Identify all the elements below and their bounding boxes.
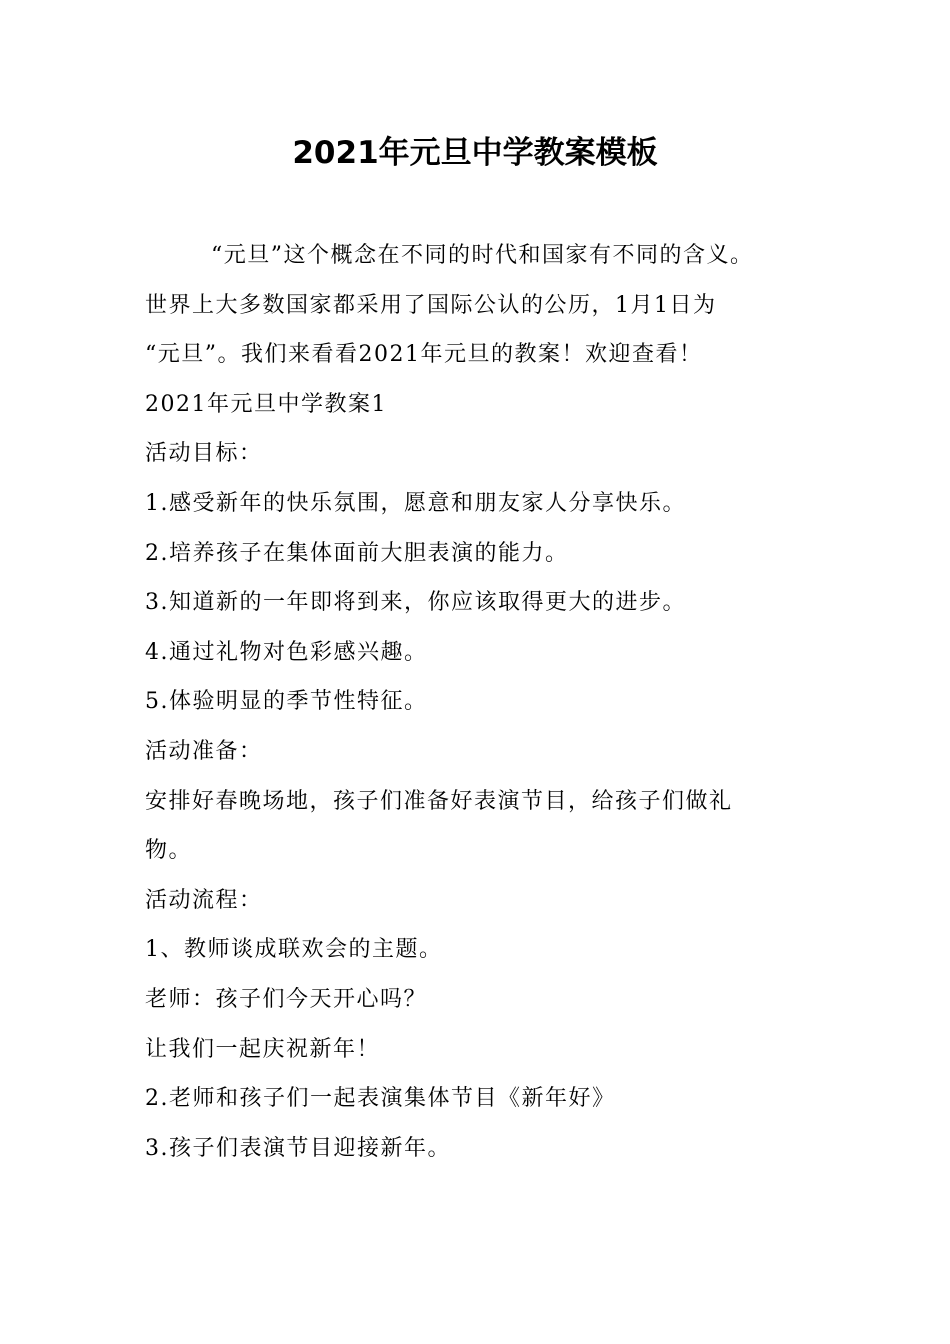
document-title: 2021年元旦中学教案模板 xyxy=(292,135,658,171)
process-item-5: 3.孩子们表演节目迎接新年。 xyxy=(145,1135,451,1161)
prep-line-2: 物。 xyxy=(145,838,193,864)
goal-item-1: 1.感受新年的快乐氛围，愿意和朋友家人分享快乐。 xyxy=(145,490,686,516)
intro-line-2: 世界上大多数国家都采用了国际公认的公历，1月1日为 xyxy=(145,292,717,318)
goal-item-5: 5.体验明显的季节性特征。 xyxy=(145,689,428,715)
intro-line-3: “元旦”。我们来看看2021年元旦的教案！欢迎查看！ xyxy=(145,342,703,368)
goal-item-2: 2.培养孩子在集体面前大胆表演的能力。 xyxy=(145,540,569,566)
process-item-1: 1、教师谈成联欢会的主题。 xyxy=(145,937,443,963)
intro-line-1: “元旦”这个概念在不同的时代和国家有不同的含义。 xyxy=(211,243,754,268)
goal-item-3: 3.知道新的一年即将到来，你应该取得更大的进步。 xyxy=(145,590,686,616)
process-heading: 活动流程： xyxy=(145,887,263,913)
document-body xyxy=(145,231,835,1173)
prep-line-1: 安排好春晚场地，孩子们准备好表演节目，给孩子们做礼 xyxy=(145,788,733,814)
goals-heading: 活动目标： xyxy=(145,441,263,467)
prep-heading: 活动准备： xyxy=(145,738,263,764)
section-title: 2021年元旦中学教案1 xyxy=(145,391,387,417)
process-item-2: 老师：孩子们今天开心吗？ xyxy=(145,986,428,1012)
goal-item-4: 4.通过礼物对色彩感兴趣。 xyxy=(145,639,428,665)
process-item-4: 2.老师和孩子们一起表演集体节目《新年好》 xyxy=(145,1086,616,1112)
process-item-3: 让我们一起庆祝新年！ xyxy=(145,1036,381,1062)
